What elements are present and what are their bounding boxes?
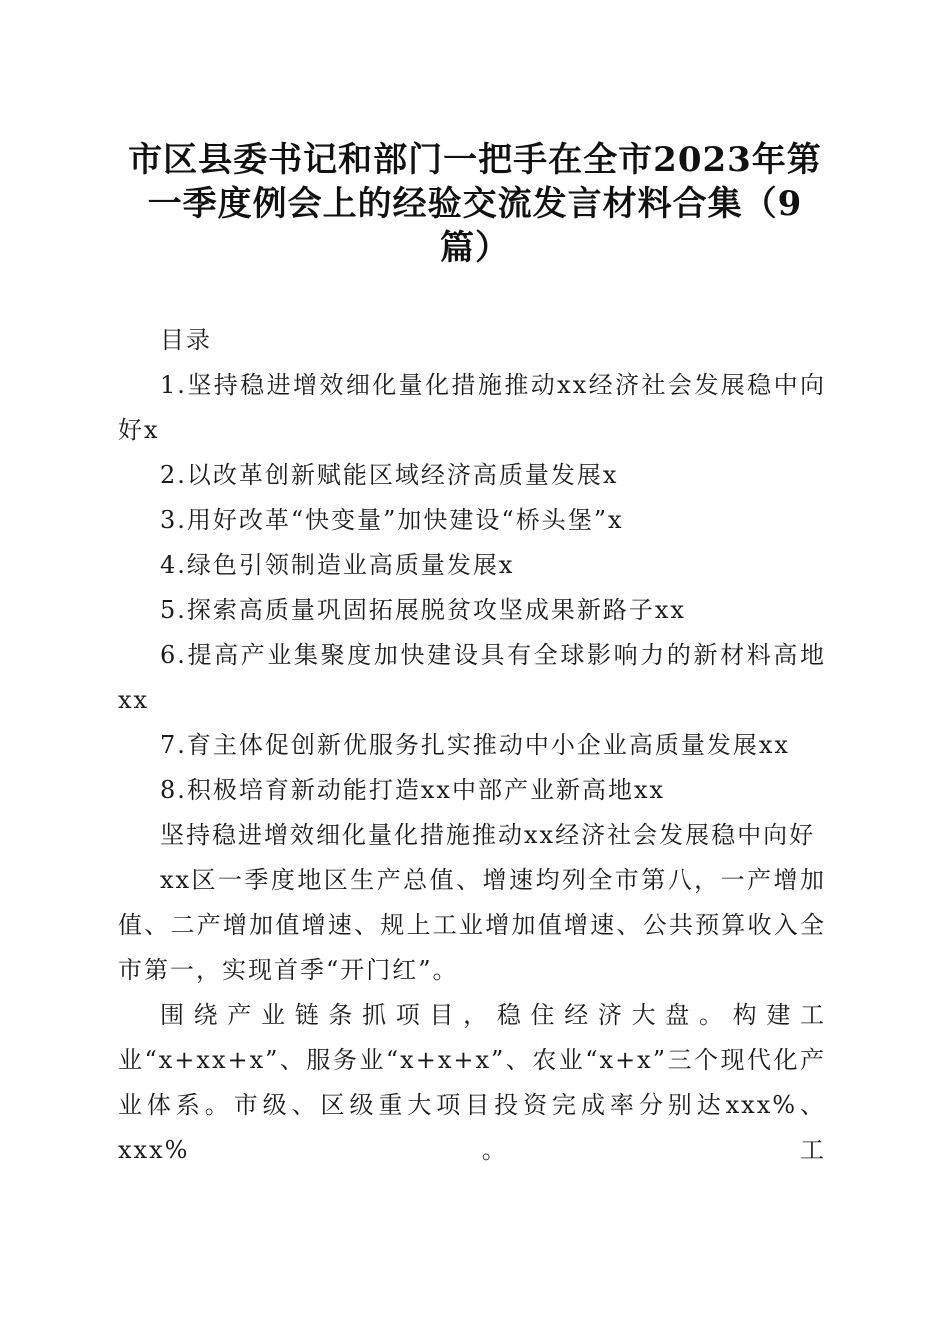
- body-paragraph-1: xx区一季度地区生产总值、增速均列全市第八，一产增加值、二产增加值增速、规上工业增加值增速、公共预算收入全市第一，实现首季“开门红”。: [118, 866, 826, 984]
- document-body: [118, 318, 826, 1173]
- document-title: 市区县委书记和部门一把手在全市2023年第 一季度例会上的经验交流发言材料合集（9 篇）: [128, 140, 822, 268]
- toc-item-4: 4.绿色引领制造业高质量发展x: [160, 551, 515, 579]
- toc-item-3: 3.用好改革“快变量”加快建设“桥头堡”x: [160, 506, 624, 534]
- section-heading: 坚持稳进增效细化量化措施推动xx经济社会发展稳中向好: [160, 821, 816, 849]
- toc-item-6: 6.提高产业集聚度加快建设具有全球影响力的新材料高地xx: [118, 641, 826, 714]
- toc-heading: 目录: [160, 326, 212, 354]
- body-paragraph-2: 围绕产业链条抓项目，稳住经济大盘。构建工业“x+xx+x”、服务业“x+x+x”、农业“x+x”三个现代化产业体系。市级、区级重大项目投资完成率分别达xxx%、xxx%。工: [118, 1001, 826, 1164]
- toc-item-2: 2.以改革创新赋能区域经济高质量发展x: [160, 461, 619, 489]
- toc-item-1: 1.坚持稳进增效细化量化措施推动xx经济社会发展稳中向好x: [118, 371, 826, 444]
- toc-item-8: 8.积极培育新动能打造xx中部产业新高地xx: [160, 776, 666, 804]
- toc-item-5: 5.探索高质量巩固拓展脱贫攻坚成果新路子xx: [160, 596, 686, 624]
- toc-item-7: 7.育主体促创新优服务扎实推动中小企业高质量发展xx: [160, 731, 790, 759]
